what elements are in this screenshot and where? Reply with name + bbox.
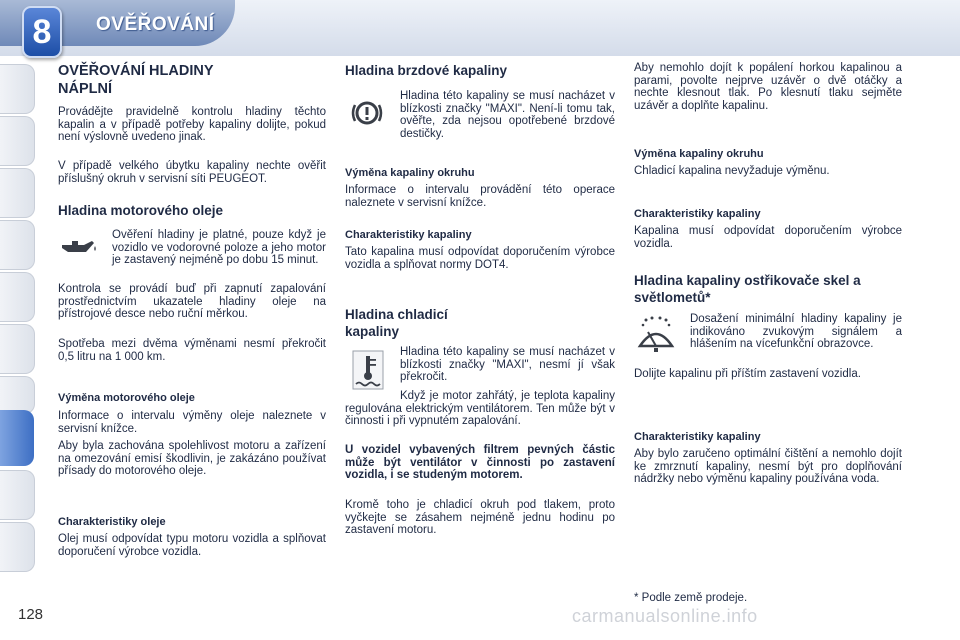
windscreen-washer-icon (636, 314, 676, 354)
oil-consumption-paragraph: Spotřeba mezi dvěma výměnami nesmí překročit 0,5 litru na 1 000 km. (58, 338, 326, 363)
side-tab-1[interactable] (0, 64, 35, 114)
oil-spec-paragraph: Olej musí odpovídat typu motoru vozidla a splňovat doporučení výrobce vozidla. (58, 533, 326, 558)
washer-spec-paragraph: Aby bylo zaručeno optimální čištění a nemohlo dojít ke zmrznutí kapaliny, nesmí být pro doplňování nádržky nebo výměnu kapaliny používána voda. (634, 448, 902, 486)
coolant-pressure-paragraph: Kromě toho je chladicí okruh pod tlakem, proto vyčkejte se zásahem nejméně jednu hodinu po zastavení motoru. (345, 499, 615, 537)
intro-paragraph: Provádějte pravidelně kontrolu hladiny těchto kapalin a v případě potřeby kapaliny dolijte, pokud není výslovně uvedeno jinak. (58, 106, 326, 144)
intro-paragraph-2: V případě velkého úbytku kapaliny nechte ověřit příslušný okruh v servisní síti PEUGEOT. (58, 160, 326, 185)
watermark: carmanualsonline.info (572, 606, 758, 626)
washer-spec-title: Charakteristiky kapaliny (634, 431, 761, 443)
oil-additives-paragraph: Aby byla zachována spolehlivost motoru a zařízení na omezování emisí škodlivin, je zakázáno používat přísady do motorového oleje. (58, 440, 326, 478)
coolant-fap-warning: U vozidel vybavených filtrem pevných částic může být ventilátor v činnosti po zastavení vozidla, i se studeným motorem. (345, 444, 615, 482)
coolant-level-paragraph: Hladina této kapaliny se musí nacházet v blízkosti značky "MAXI", nesmí jí však překročit. (400, 346, 615, 384)
oil-check-paragraph: Ověření hladiny je platné, pouze když je vozidlo ve vodorovné poloze a jeho motor je zastavený nejméně po dobu 15 minut. (112, 229, 326, 267)
coolant-change-title: Výměna kapaliny okruhu (634, 148, 764, 160)
coolant-cap-paragraph: Aby nemohlo dojít k popálení horkou kapalinou a parami, povolte nejprve uzávěr o dvě otáčky a nechte klesnout tlak. Po klesnutí tlaku sejměte uzávěr a doplňte kapalinu. (634, 62, 902, 112)
oil-spec-title: Charakteristiky oleje (58, 516, 166, 528)
oil-gauge-paragraph: Kontrola se provádí buď při zapnutí zapalování prostřednictvím ukazatele hladiny oleje na přístrojové desce nebo ruční měrkou. (58, 283, 326, 321)
side-tab-6[interactable] (0, 324, 35, 374)
coolant-change-paragraph: Chladicí kapalina nevyžaduje výměnu. (634, 165, 830, 177)
washer-fluid-title: Hladina kapaliny ostřikovače skel a světlometů* (634, 273, 861, 305)
coolant-spec-title: Charakteristiky kapaliny (634, 208, 761, 220)
footnote: * Podle země prodeje. (634, 592, 748, 604)
washer-level-paragraph: Dosažení minimální hladiny kapaliny je indikováno zvukovým signálem a hlášením na vícefunkční obrazovce. (690, 313, 902, 351)
side-tab-active[interactable] (0, 410, 34, 466)
page-title: OVĚŘOVÁNÍ (96, 14, 215, 35)
side-tab-9[interactable] (0, 470, 35, 520)
side-tab-7[interactable] (0, 376, 35, 414)
oil-change-paragraph: Informace o intervalu výměny oleje naleznete v servisní knížce. (58, 410, 326, 435)
brake-change-paragraph: Informace o intervalu provádění této operace naleznete v servisní knížce. (345, 184, 615, 209)
coolant-spec-paragraph: Kapalina musí odpovídat doporučením výrobce vozidla. (634, 225, 902, 250)
washer-refill-paragraph: Dolijte kapalinu při příštím zastavení vozidla. (634, 368, 861, 380)
brake-level-paragraph: Hladina této kapaliny se musí nacházet v blízkosti značky "MAXI". Není-li tomu tak, ověřte, zda nejsou opotřebené brzdové destičky. (400, 90, 615, 140)
side-tab-2[interactable] (0, 116, 35, 166)
brake-spec-paragraph: Tato kapalina musí odpovídat doporučením výrobce vozidla a splňovat normy DOT4. (345, 246, 615, 271)
page-number: 128 (18, 606, 44, 623)
brake-warning-icon (350, 96, 384, 130)
side-tab-4[interactable] (0, 220, 35, 270)
brake-fluid-title: Hladina brzdové kapaliny (345, 63, 508, 78)
coolant-title: Hladina chladicí kapaliny (345, 307, 448, 339)
brake-change-title: Výměna kapaliny okruhu (345, 167, 475, 179)
side-tab-3[interactable] (0, 168, 35, 218)
section-title-levels: OVĚŘOVÁNÍ HLADINY NÁPLNÍ (58, 63, 214, 97)
coolant-temperature-icon (350, 348, 386, 392)
oil-level-title: Hladina motorového oleje (58, 203, 224, 218)
brake-spec-title: Charakteristiky kapaliny (345, 229, 472, 241)
side-tab-10[interactable] (0, 522, 35, 572)
oil-change-title: Výměna motorového oleje (58, 392, 195, 404)
coolant-fan-paragraph: Když je motor zahřátý, je teplota kapaliny regulována elektrickým ventilátorem. Ten může být v činnosti i při vypnutém zapalování. (345, 390, 615, 428)
side-tab-5[interactable] (0, 272, 35, 322)
chapter-badge: 8 (22, 6, 62, 58)
oil-can-icon (58, 232, 98, 264)
